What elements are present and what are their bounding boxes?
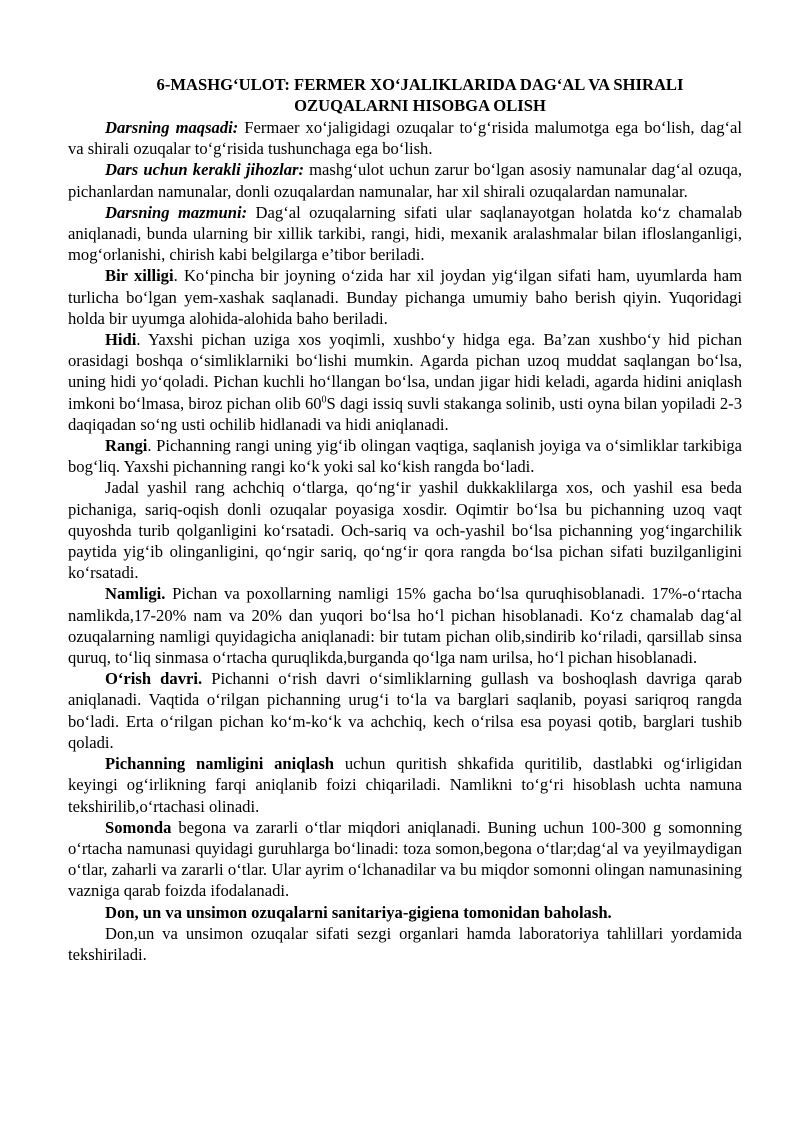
- paragraph-content: [68, 202, 742, 266]
- paragraph-straw: [68, 817, 742, 902]
- paragraph-lead: Somonda: [105, 817, 172, 837]
- paragraph-text: Fermaer xo‘jaligidagi ozuqalar to‘g‘risida malumotga ega bo‘lish, dag‘al va shirali ozuqalar to‘g‘risida tushunchaga ega bo‘lish.: [68, 118, 742, 159]
- section-heading-grain-assessment: [68, 902, 742, 923]
- paragraph-text: Don,un va unsimon ozuqalar sifati sezgi organlari hamda laboratoriya tahlillari yordamida tekshiriladi.: [68, 923, 742, 964]
- paragraph-text: uchun quritish shkafida quritilib, dastlabki og‘irligidan keyingi og‘irlikning farqi aniqlanib foizi chiqariladi. Namlikni to‘g‘ri hisoblash uchta namuna tekshirilib,o‘rtachasi olinadi.: [68, 754, 742, 816]
- paragraph-text-continued: S dagi issiq suvli stakanga solinib, usti oyna bilan yopiladi 2-3 daqiqadan so‘ng usti ochilib hidlanadi va hidi aniqlanadi.: [68, 393, 742, 434]
- paragraph-equipment: [68, 159, 742, 201]
- paragraph-grain-quality: [68, 923, 742, 965]
- paragraph-text: . Ko‘pincha bir joyning o‘zida har xil joydan yig‘ilgan sifati ham, uyumlarda ham turlicha bo‘lgan yem-xashak saqlanadi. Bunday pichanga umumiy baho berish qiyin. Yuqoridagi holda bir uyumga alohida-alohida baho beriladi.: [68, 266, 742, 328]
- paragraph-color-details: [68, 477, 742, 583]
- paragraph-lead: Namligi.: [105, 584, 166, 604]
- paragraph-text: Pichanni o‘rish davri o‘simliklarning gullash va boshoqlash davriga qarab aniqlanadi. Vaqtida o‘rilgan pichanning urug‘i to‘la va barglari saqlanib, poyasi sariqroq rangda bo‘ladi. Erta o‘rilgan pichan ko‘m-ko‘k va achchiq, kech o‘rilsa esa poyasi qotib, barglari tushib qoladi.: [68, 669, 742, 752]
- paragraph-text: Dag‘al ozuqalarning sifati ular saqlanayotgan holatda ko‘z chamalab aniqlanadi, bunda ularning bir xillik tarkibi, rangi, hidi, mexanik aralashmalar bilan ifloslanganligi, mog‘orlanishi, chirish kabi belgilarga e’tibor beriladi.: [68, 202, 742, 265]
- paragraph-lead: Hidi: [105, 330, 137, 350]
- page-title: [68, 74, 742, 116]
- paragraph-lead: Rangi: [105, 436, 148, 456]
- paragraph-lead: Dars uchun kerakli jihozlar:: [105, 160, 304, 180]
- paragraph-text: begona va zararli o‘tlar miqdori aniqlanadi. Buning uchun 100-300 g somonning o‘rtacha namunasi quyidagi guruhlarga bo‘linadi: toza somon,begona o‘tlar;dag‘al va yeyilmaydigan o‘tlar, zaharli va zararli o‘tlar. Ular ayrim o‘lchanadilar va bu miqdor somonni olingan namunasining vazniga qarab foizda ifodalanadi.: [68, 817, 742, 901]
- paragraph-text: Pichan va poxollarning namligi 15% gacha bo‘lsa quruqhisoblanadi. 17%-o‘rtacha namlikda,17-20% nam va 20% dan yuqori bo‘lsa ho‘l pichan hisoblanadi. Ko‘z chamalab dag‘al ozuqalarning namligi quyidagicha aniqlanadi: bir tutam pichan olib,sindirib ko‘riladi, qarsillab sinsa quruq, to‘liq sinmasa o‘rtacha quruqlikda,burganda qo‘lga nam urilsa, ho‘l pichan hisoblanadi.: [68, 584, 742, 668]
- paragraph-lead: Don, un va unsimon ozuqalarni sanitariya-gigiena tomonidan baholash.: [105, 902, 612, 922]
- paragraph-text: Jadal yashil rang achchiq o‘tlarga, qo‘ng‘ir yashil dukkaklilarga xos, och yashil esa beda pichaniga, sariq-oqish donli ozuqalar poyasiga xosdir. Oqimtir bo‘lsa bu pichanning uzoq vaqt quyoshda turib qolganligini ko‘rsatadi. Och-sariq va och-yashil bo‘lsa pichanning yog‘ingarchilik paytida yig‘ib olinganligini, qo‘ngir sariq, qo‘ng‘ir qora rangda bo‘lsa pichan sifati buzilganligini ko‘rsatadi.: [68, 478, 742, 583]
- degree-superscript: 0: [321, 394, 327, 406]
- paragraph-lead: Darsning maqsadi:: [105, 118, 239, 137]
- paragraph-moisture: [68, 583, 742, 668]
- paragraph-text: . Pichanning rangi uning yig‘ib olingan vaqtiga, saqlanish joyiga va o‘simliklar tarkibiga bog‘liq. Yaxshi pichanning rangi ko‘k yoki sal ko‘kish rangda bo‘ladi.: [68, 436, 742, 477]
- paragraph-mowing-period: [68, 668, 742, 753]
- title-line-2: OZUQALARNI HISOBGA OLISH: [294, 96, 546, 115]
- paragraph-lead: Pichanning namligini aniqlash: [105, 754, 335, 774]
- paragraph-lead: O‘rish davri.: [105, 669, 203, 689]
- paragraph-uniformity: [68, 265, 742, 329]
- paragraph-text: mashg‘ulot uchun zarur bo‘lgan asosiy namunalar dag‘al ozuqa, pichanlardan namunalar, donli ozuqalardan namunalar, har xil shirali ozuqalardan namunalar.: [68, 160, 742, 201]
- paragraph-color: [68, 435, 742, 477]
- paragraph-lead: Bir xilligi: [105, 266, 174, 286]
- paragraph-moisture-measurement: [68, 753, 742, 817]
- paragraph-text: . Yaxshi pichan uziga xos yoqimli, xushbo‘y hidga ega. Ba’zan xushbo‘y hid pichan orasidagi boshqa o‘simliklarniki bo‘lishi mumkin. Agarda pichan uzoq muddat saqlangan bo‘lsa, uning hidi yo‘qoladi. Pichan kuchli ho‘llangan bo‘lsa, undan jigar hidi keladi, agarda hidini aniqlash imkoni bo‘lmasa, biroz pichan olib 60: [68, 330, 742, 413]
- paragraph-lead: Darsning mazmuni:: [105, 202, 248, 222]
- title-line-1: 6-MASHG‘ULOT: FERMER XO‘JALIKLARIDA DAG‘AL VA SHIRALI: [156, 75, 684, 94]
- paragraph-smell: [68, 329, 742, 435]
- paragraph-objective: [68, 117, 742, 159]
